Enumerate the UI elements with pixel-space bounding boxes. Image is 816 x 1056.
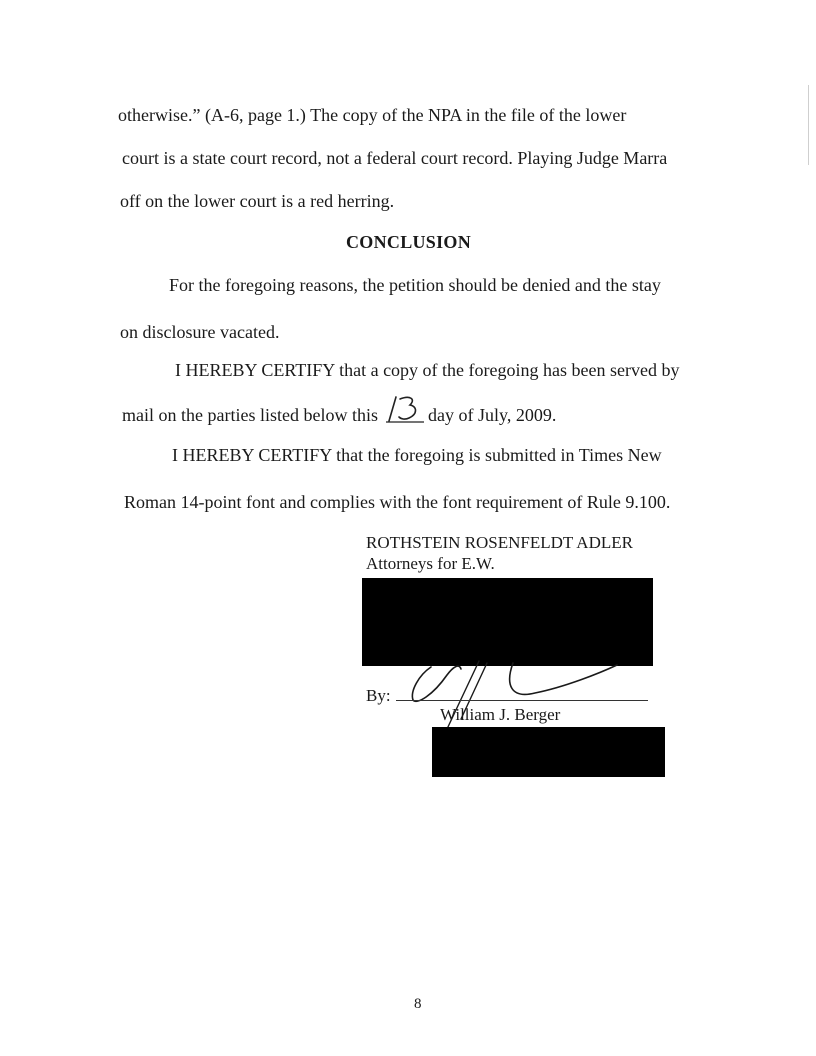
body-line: otherwise.” (A-6, page 1.) The copy of the NPA in the file of the lower (118, 105, 627, 125)
certify-line: I HEREBY CERTIFY that the foregoing is submitted in Times New (172, 445, 662, 465)
body-line: off on the lower court is a red herring. (120, 191, 395, 211)
certify-line: I HEREBY CERTIFY that a copy of the foregoing has been served by (175, 360, 680, 380)
redaction-box (432, 727, 665, 777)
body-line: on disclosure vacated. (120, 322, 280, 342)
attorneys-for: Attorneys for E.W. (366, 554, 495, 573)
handwritten-day (384, 394, 430, 428)
body-line: For the foregoing reasons, the petition should be denied and the stay (169, 275, 661, 295)
body-line: court is a state court record, not a federal court record. Playing Judge Marra (122, 148, 668, 168)
redaction-box (362, 578, 653, 666)
certify-line: Roman 14-point font and complies with the font requirement of Rule 9.100. (124, 492, 671, 512)
conclusion-heading: CONCLUSION (346, 232, 472, 252)
certify-line-prefix: mail on the parties listed below this (122, 405, 378, 425)
handwritten-day-ink (384, 394, 430, 428)
signer-name: William J. Berger (440, 705, 561, 724)
scan-edge-mark (808, 85, 809, 165)
by-label: By: (366, 686, 391, 705)
firm-name: ROTHSTEIN ROSENFELDT ADLER (366, 533, 633, 552)
page-number: 8 (414, 996, 422, 1012)
certify-line-suffix: day of July, 2009. (428, 405, 557, 425)
signature-line (396, 700, 648, 701)
